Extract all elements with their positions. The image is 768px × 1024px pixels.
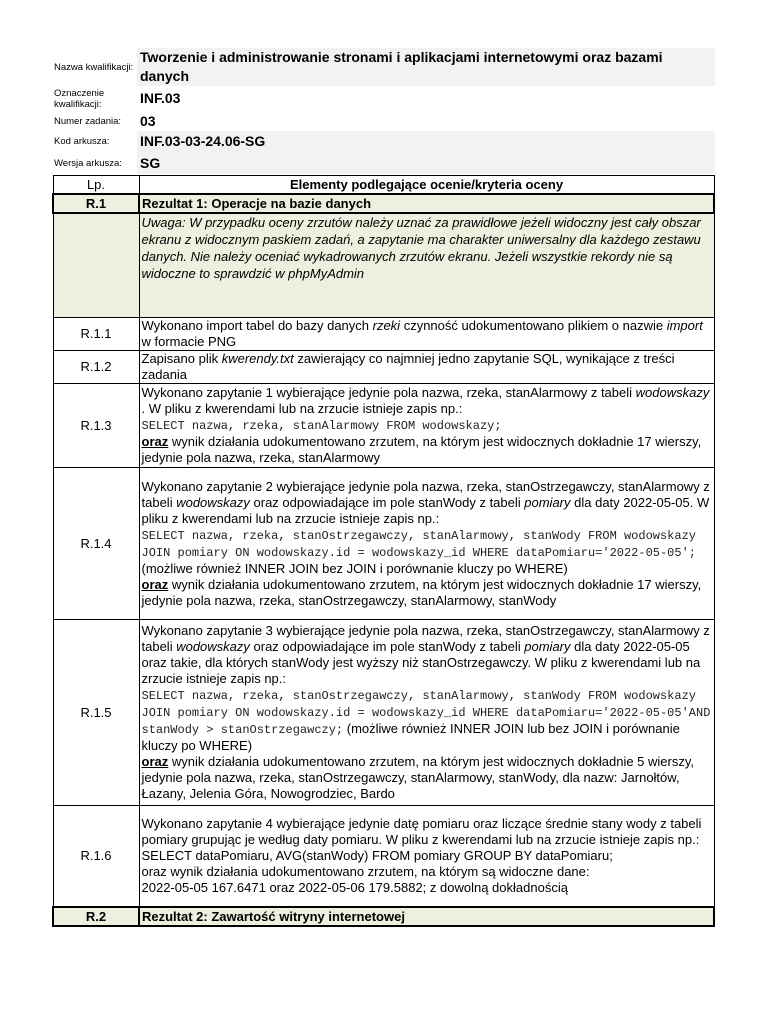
result-1-row [53,194,714,213]
row-text: Wykonano import tabel do bazy danych rzeki czynność udokumentowano plikiem o nazwie import w formacie PNG [139,318,714,351]
row-id: R.1.3 [53,384,139,468]
sql-code: SELECT nazwa, rzeka, stanOstrzegawczy, stanAlarmowy, stanWody FROM wodowskazy JOIN pomiary ON wodowskazy.id = wodowskazy_id WHERE dataPomiaru='2022-05-05'; [141,528,696,560]
table-row [53,620,714,806]
row-id: R.1.5 [53,620,139,806]
qualification-code-label: Oznaczenie kwalifikacji: [54,87,105,110]
sheet-version: SG [137,152,715,174]
table-row [53,806,714,907]
result-id: R.1 [53,194,139,213]
task-number-label: Numer zadania: [54,115,122,127]
row-id: R.1.1 [53,318,139,351]
note-row [53,213,714,318]
criteria-table [52,175,715,927]
row-text: Wykonano zapytanie 1 wybierające jedynie pola nazwa, rzeka, stanAlarmowy z tabeli wodowskazy . W pliku z kwerendami lub na zrzucie istnieje zapis np.: SELECT nazwa, rzeka, stanAlarmowy FROM wodowskazy; oraz wynik działania udokumentowano zrzutem, na którym jest widocznych dokładnie 17 wierszy, jedynie pola nazwa, rzeka, stanAlarmowy [139,384,714,468]
row-text: Wykonano zapytanie 3 wybierające jedynie pola nazwa, rzeka, stanOstrzegawczy, stanAlarmowy z tabeli wodowskazy oraz odpowiadające im pole stanWody z tabeli pomiary dla daty 2022-05-05 oraz takie, dla których stanWody jest wyższy niż stanOstrzegawczy. W pliku z kwerendami lub na zrzucie istnieje zapis np.: SELECT nazwa, rzeka, stanOstrzegawczy, stanAlarmowy, stanWody FROM wodowskazy JOIN pomiary ON wodowskazy.id = wodowskazy_id WHERE dataPomiaru='2022-05-05'AND stanWody > stanOstrzegawczy; (możliwe również INNER JOIN lub bez JOIN i porównanie kluczy po WHERE) oraz wynik działania udokumentowano zrzutem, na którym jest widocznych dokładnie 5 wierszy, jedynie pola nazwa, rzeka, stanOstrzegawczy, stanAlarmowy, stanWody, dla nazw: Jarnołtów, Łazany, Jelenia Góra, Nowogrodziec, Bardo [139,620,714,806]
result-2-row [53,907,714,926]
row-text: Zapisano plik kwerendy.txt zawierający co najmniej jedno zapytanie SQL, wynikające z treści zadania [139,351,714,384]
row-text: Wykonano zapytanie 4 wybierające jedynie datę pomiaru oraz liczące średnie stany wody z tabeli pomiary grupując je według daty pomiaru. W pliku z kwerendami lub na zrzucie istnieje zapis np.: SELECT dataPomiaru, AVG(stanWody) FROM pomiary GROUP BY dataPomiaru; oraz wynik działania udokumentowano zrzutem, na którym są widoczne dane: 2022-05-05 167.6471 oraz 2022-05-06 179.5882; z dowolną dokładnością [139,806,714,907]
qualification-code: INF.03 [140,90,181,106]
row-id: R.1.4 [53,468,139,620]
result-id: R.2 [53,907,139,926]
table-row [53,468,714,620]
qualification-name-label: Nazwa kwalifikacji: [54,61,134,73]
table-row [53,384,714,468]
sheet-code: INF.03-03-24.06-SG [137,131,715,152]
col-criteria-header: Elementy podlegające ocenie/kryteria oceny [139,176,714,195]
table-header-row [53,176,714,195]
sql-code: SELECT nazwa, rzeka, stanOstrzegawczy, stanAlarmowy, stanWody FROM wodowskazy JOIN pomiary ON wodowskazy.id = wodowskazy_id WHERE dataPomiaru='2022-05-05'AND stanWody > stanOstrzegawczy; [141,689,711,737]
row-id: R.1.2 [53,351,139,384]
col-lp-header: Lp. [53,176,139,195]
result-title: Rezultat 2: Zawartość witryny internetowej [139,907,714,926]
sheet-version-label: Wersja arkusza: [54,157,122,169]
note-lp-cell [53,213,139,318]
row-id: R.1.6 [53,806,139,907]
task-number: 03 [140,112,156,129]
note-text: Uwaga: W przypadku oceny zrzutów należy uznać za prawidłowe jeżeli widoczny jest cały obszar ekranu z widocznym paskiem zadań, a zapytanie ma charakter uniwersalny dla każdego zestawu danych. Nie należy oceniać wykadrowanych zrzutów ekranu. Jeżeli wszystkie rekordy nie są widoczne to sprawdzić w phpMyAdmin [139,213,714,318]
table-row [53,351,714,384]
sheet-code-label: Kod arkusza: [54,136,110,147]
exam-header [52,48,715,174]
sql-code: SELECT nazwa, rzeka, stanAlarmowy FROM wodowskazy; [141,419,502,433]
row-text: Wykonano zapytanie 2 wybierające jedynie pola nazwa, rzeka, stanOstrzegawczy, stanAlarmowy z tabeli wodowskazy oraz odpowiadające im pole stanWody z tabeli pomiary dla daty 2022-05-05. W pliku z kwerendami lub na zrzucie istnieje zapis np.: SELECT nazwa, rzeka, stanOstrzegawczy, stanAlarmowy, stanWody FROM wodowskazy JOIN pomiary ON wodowskazy.id = wodowskazy_id WHERE dataPomiaru='2022-05-05'; (możliwe również INNER JOIN bez JOIN i porównanie kluczy po WHERE) oraz wynik działania udokumentowano zrzutem, na którym jest widocznych dokładnie 17 wierszy, jedynie pola nazwa, rzeka, stanOstrzegawczy, stanAlarmowy, stanWody [139,468,714,620]
table-row [53,318,714,351]
result-title: Rezultat 1: Operacje na bazie danych [139,194,714,213]
qualification-name: Tworzenie i administrowanie stronami i aplikacjami internetowymi oraz bazami danych [137,48,715,86]
